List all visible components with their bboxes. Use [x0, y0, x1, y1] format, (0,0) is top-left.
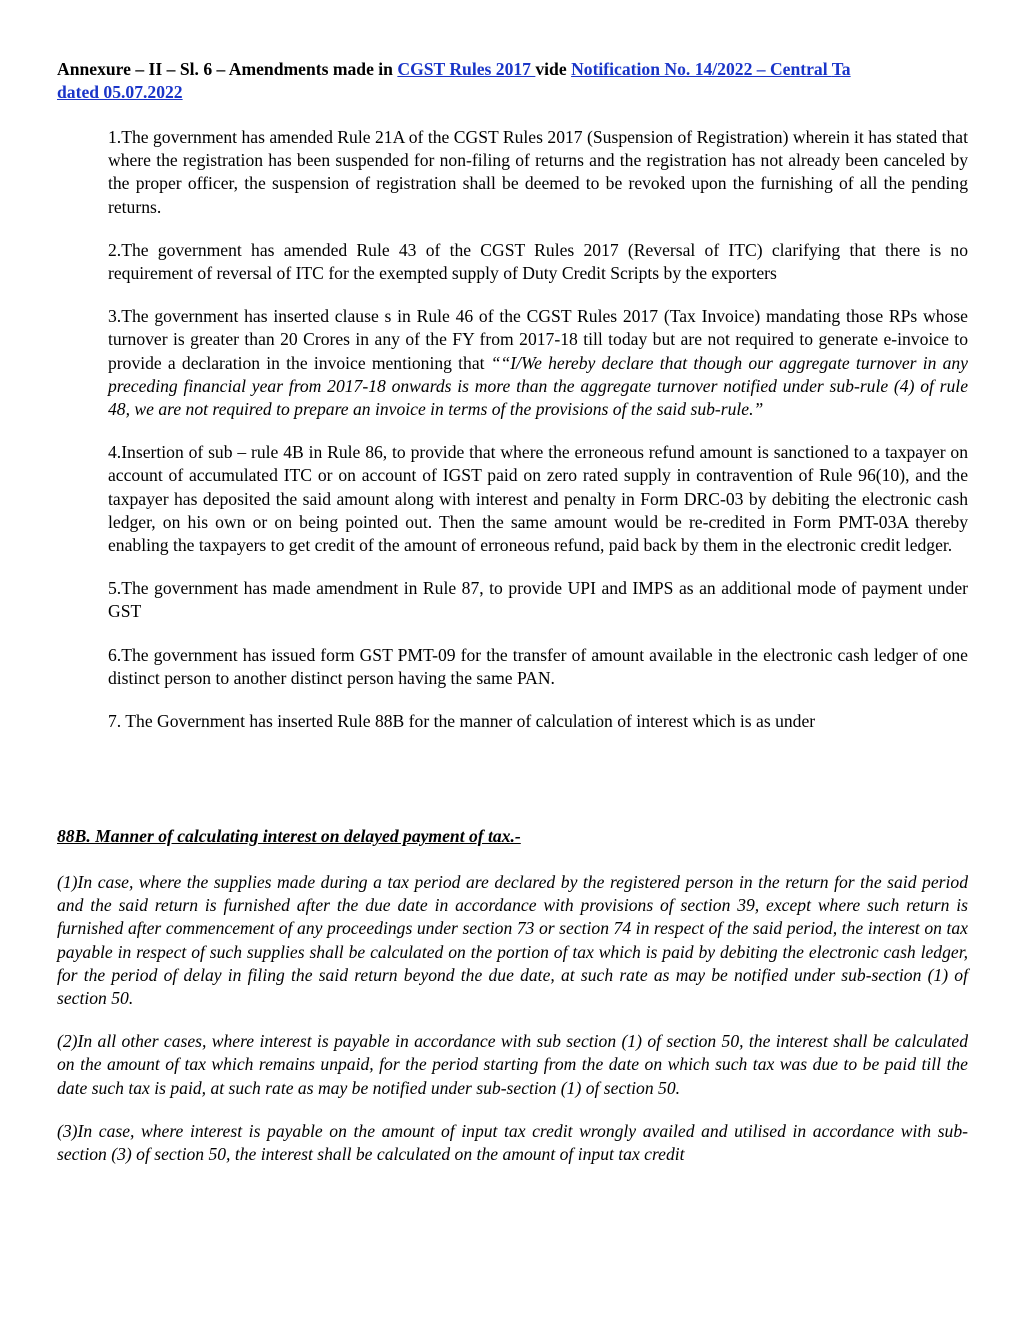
amendment-item-1: 1.The government has amended Rule 21A of the CGST Rules 2017 (Suspension of Registration) wherein it has stated that where the registration has been suspended for non-filing of returns and the registration has not already been canceled by the proper officer, the suspension of registration shall be deemed to be revoked upon the furnishing of all the pending returns. [108, 127, 968, 217]
amendment-list [108, 126, 968, 753]
amendment-item-7: 7. The Government has inserted Rule 88B for the manner of calculation of interest which is as under [108, 711, 816, 732]
declaration-quote: ““I/We hereby declare that though our aggregate turnover in any preceding financial year from 2017-18 onwards is more than the aggregate turnover notified under sub-rule (4) of rule 48, we are not required to prepare an invoice in terms of the provisions of the said sub-rule.” [108, 352, 968, 420]
notification-date-link[interactable]: dated 05.07.2022 [57, 82, 183, 103]
heading-prefix: Annexure – II – Sl. 6 – Amendments made in [57, 59, 398, 79]
rule-88b-para-1: (1)In case, where the supplies made during a tax period are declared by the registered person in the return for the said period and the said return is furnished after the due date in accordance with provisions of section 39, except where such return is furnished after commencement of any proceedings under section 73 or section 74 in respect of the said period, the interest on tax payable in respect of such supplies shall be calculated on the portion of tax which is paid by debiting the electronic cash ledger, for the period of delay in filing the said return beyond the due date, at such rate as may be notified under sub-section (1) of section 50. [57, 872, 968, 1009]
amendment-item-6: 6.The government has issued form GST PMT-09 for the transfer of amount available in the electronic cash ledger of one distinct person to another distinct person having the same PAN. [108, 644, 968, 688]
amendment-item-4: 4.Insertion of sub – rule 4B in Rule 86, to provide that where the erroneous refund amount is sanctioned to a taxpayer on account of accumulated ITC or on account of IGST paid on zero rated supply in contravention of Rule 96(10), and the taxpayer has deposited the said amount along with interest and penalty in Form DRC-03 by debiting the electronic cash ledger, on his own or on being pointed out. Then the same amount would be re-credited in Form PMT-03A thereby enabling the taxpayers to get credit of the amount of erroneous refund, paid back by them in the electronic credit ledger. [108, 442, 968, 556]
notification-link[interactable]: Notification No. 14/2022 – Central [571, 59, 832, 79]
annexure-heading [57, 58, 972, 104]
rule-88b-body [57, 871, 968, 1186]
rule-88b-title: 88B. Manner of calculating interest on delayed payment of tax.- [57, 826, 521, 846]
amendment-item-5: 5.The government has made amendment in Rule 87, to provide UPI and IMPS as an additional mode of payment under GST [108, 578, 968, 622]
notification-link-tax[interactable]: Ta [831, 59, 851, 79]
rule-88b-para-2: (2)In all other cases, where interest is payable in accordance with sub section (1) of section 50, the interest shall be calculated on the amount of tax which remains unpaid, for the period starting from the date on which such tax was due to be paid till the date such tax is paid, at such rate as may be notified under sub-section (1) of section 50. [57, 1031, 968, 1098]
amendment-item-3-text: 3.The government has inserted clause s in Rule 46 of the CGST Rules 2017 (Tax Invoice) mandating those RPs whose turnover is greater than 20 Crores in any of the FY from 2017-18 till today but are not required to generate e-invoice to provide a declaration in the invoice mentioning that [108, 306, 968, 373]
amendment-item-3 [108, 305, 968, 421]
amendment-item-2: 2.The government has amended Rule 43 of the CGST Rules 2017 (Reversal of ITC) clarifying that there is no requirement of reversal of ITC for the exempted supply of Duty Credit Scripts by the exporters [108, 239, 968, 284]
cgst-rules-link[interactable]: CGST Rules 2017 [397, 59, 536, 79]
rule-88b-para-3: (3)In case, where interest is payable on the amount of input tax credit wrongly availed and utilised in accordance with sub-section (3) of section 50, the interest shall be calculated on the amount of input tax credit [57, 1120, 968, 1165]
heading-vide: vide [535, 59, 572, 79]
